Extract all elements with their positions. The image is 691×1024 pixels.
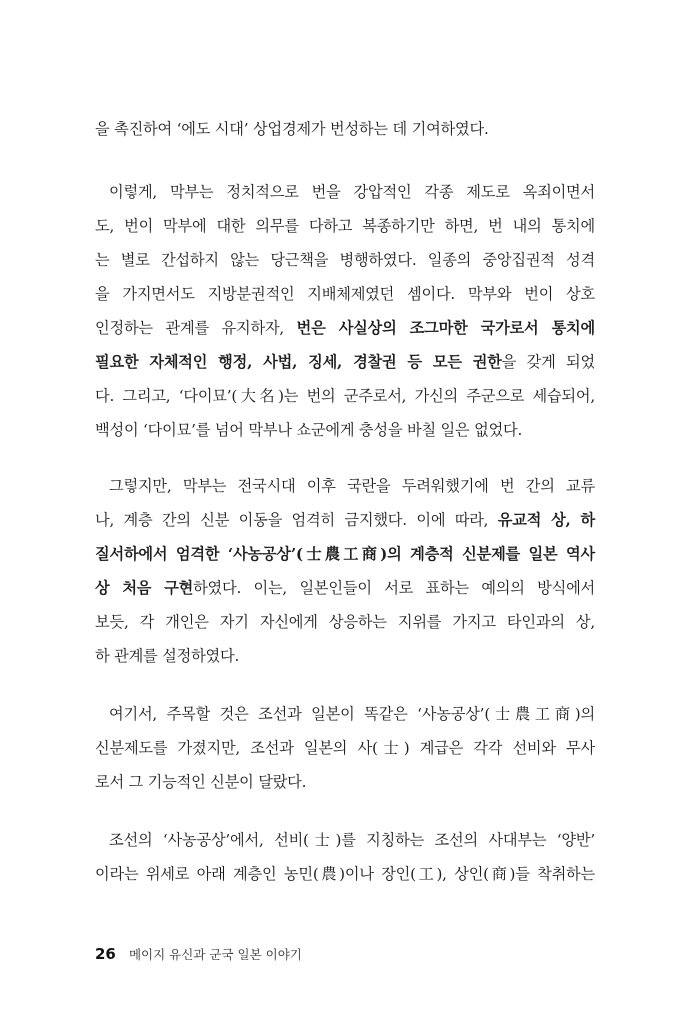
text-line: 상 처음 구현하였다. 이는, 일본인들이 서로 표하는 예의의 방식에서 — [95, 579, 596, 597]
text-line — [95, 537, 595, 571]
text-line: 이라는 위세로 아래 계층인 농민(農)이나 장인(工), 상인(商)들 착취하는 — [95, 865, 595, 883]
bold-emphasis: 질서하에서 엄격한 ‘사농공상’(士農工商)의 계층적 신분제를 일본 역사 — [95, 545, 595, 563]
text-line: 신분제도를 가졌지만, 조선과 일본의 사(士) 계급은 각각 선비와 무사 — [95, 739, 595, 757]
text-line: 을 촉진하여 ‘에도 시대’ 상업경제가 번성하는 데 기여하였다. — [95, 120, 489, 138]
page-number: 26 — [95, 945, 116, 963]
text-line: 로서 그 기능적인 신분이 달랐다. — [95, 773, 307, 791]
paragraph-3 — [95, 469, 595, 673]
text-line: 는 별로 간섭하지 않는 당근책을 병행하였다. 일종의 중앙집권적 성격 — [95, 251, 595, 269]
text-line: 여기서, 주목할 것은 조선과 일본이 똑같은 ‘사농공상’(士農工商)의 — [109, 705, 595, 723]
running-title: 메이지 유신과 군국 일본 이야기 — [128, 947, 302, 962]
text-line: 인정하는 관계를 유지하자, 번은 사실상의 조그마한 국가로서 통치에 — [95, 319, 595, 337]
text-line: 다. 그리고, ‘다이묘’(大名)는 번의 군주로서, 가신의 주군으로 세습되어, — [95, 387, 595, 405]
text-line: 나, 계층 간의 신분 이동을 엄격히 금지했다. 이에 따라, 유교적 상, 하 — [95, 511, 595, 529]
text-line: 조선의 ‘사농공상’에서, 선비(士)를 지칭하는 조선의 사대부는 ‘양반’ — [109, 831, 595, 849]
text-line: 백성이 ‘다이묘’를 넘어 막부나 쇼군에게 충성을 바칠 일은 없었다. — [95, 421, 523, 439]
text-line: 이렇게, 막부는 정치적으로 번을 강압적인 각종 제도로 옥죄이면서 — [109, 183, 595, 201]
text-line: 보듯, 각 개인은 자기 자신에게 상응하는 지위를 가지고 타인과의 상, — [95, 613, 595, 631]
bold-emphasis: 유교적 상, 하 — [497, 511, 595, 529]
text-line: 도, 번이 막부에 대한 의무를 다하고 복종하기만 하면, 번 내의 통치에 — [95, 217, 595, 235]
bold-emphasis: 상 처음 구현 — [95, 579, 194, 597]
paragraph-2 — [95, 175, 595, 447]
paragraph-5 — [95, 823, 595, 891]
bold-emphasis: 번은 사실상의 조그마한 국가로서 통치에 — [296, 319, 595, 337]
text-line: 그렇지만, 막부는 전국시대 이후 국란을 두려워했기에 번 간의 교류 — [109, 477, 595, 495]
text-line: 필요한 자체적인 행정, 사법, 징세, 경찰권 등 모든 권한을 갖게 되었 — [95, 353, 595, 371]
paragraph-4 — [95, 697, 595, 799]
bold-emphasis: 필요한 자체적인 행정, 사법, 징세, 경찰권 등 모든 권한 — [95, 353, 502, 371]
text-line: 을 가지면서도 지방분권적인 지배체제였던 셈이다. 막부와 번이 상호 — [95, 285, 595, 303]
paragraph-1 — [95, 112, 595, 146]
text-line: 하 관계를 설정하였다. — [95, 647, 240, 665]
page-footer — [95, 942, 302, 966]
